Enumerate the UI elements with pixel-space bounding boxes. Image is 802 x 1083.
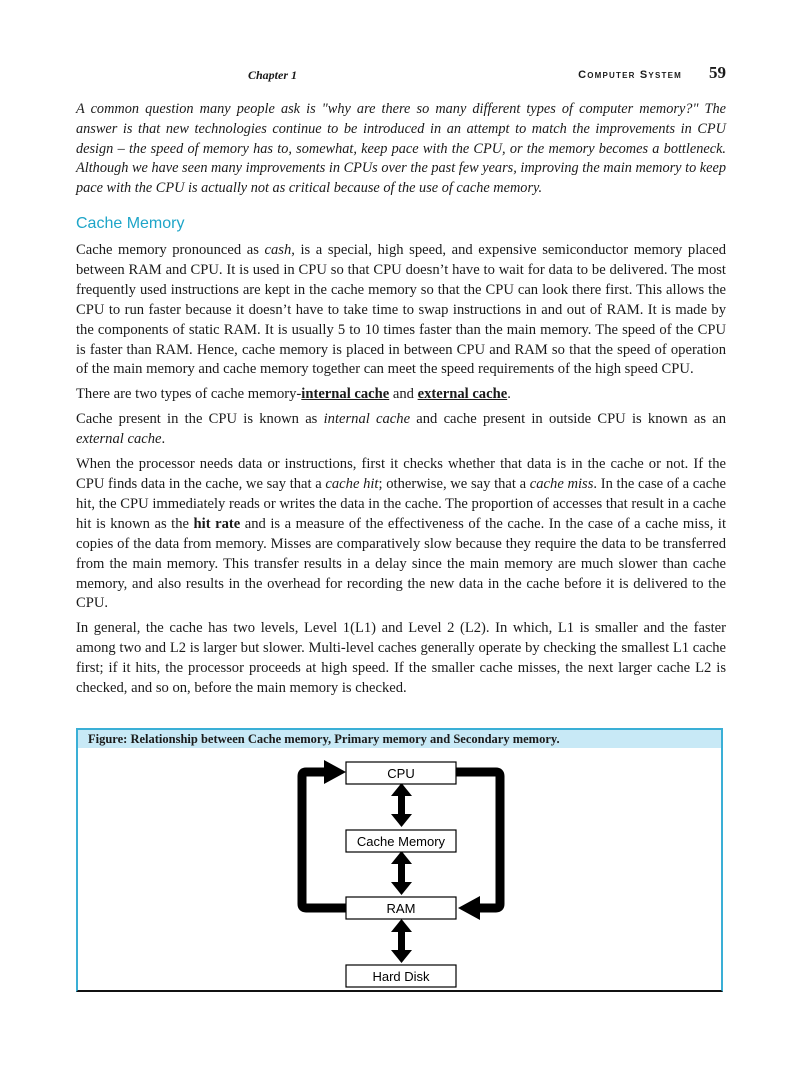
text: . [161, 431, 166, 448]
page-number: 59 [709, 63, 726, 82]
text: . In the case of a cache hit, the CPU immediately reads or writes the data in the cache. The proportion of accesses that result in a cache hit is known as the [76, 475, 726, 532]
double-arrow-icon [391, 851, 412, 895]
node-cache-memory-label: Cache Memory [356, 834, 446, 849]
text: Cache memory pronounced as [76, 242, 265, 258]
loop-line-left [302, 772, 346, 908]
double-arrow-icon [391, 919, 412, 963]
term-internal-cache-italic: internal cache [323, 411, 411, 428]
term-cash: cash [264, 242, 292, 258]
running-header [76, 64, 726, 88]
text: and cache present in outside CPU is known as an [410, 411, 727, 428]
section-heading: Cache Memory [76, 215, 185, 232]
memory-hierarchy-diagram [78, 730, 721, 992]
paragraph-internal-external [76, 410, 726, 450]
arrow-left-icon [458, 896, 480, 920]
arrow-right-icon [324, 760, 346, 784]
text: and [389, 386, 418, 403]
paragraph-levels: In general, the cache has two levels, Level 1(L1) and Level 2 (L2). In which, L1 is smaller and the faster among two and L2 is larger but slower. Multi-level caches generally operate by checking the smallest L1 cache first; if it hits, the processor proceeds at high speed. If the smaller cache misses, the next larger cache L2 is checked, and so on, before the main memory is checked. [76, 620, 726, 697]
node-cpu-label: CPU [387, 766, 415, 781]
chapter-label: Chapter 1 [248, 68, 298, 82]
text: , is a special, high speed, and expensive semiconductor memory placed between RAM and CPU. It is used in CPU so that CPU doesn’t have to wait for data to be delivered. The most frequently used instructions are kept in the cache memory so that the CPU can look there first. This allows the CPU to run faster because it doesn’t have to take time to swap instructions in and out of RAM. It is made by the components of static RAM. It is usually 5 to 10 times faster than the main memory. The speed of the CPU is faster than RAM. Hence, cache memory is placed in between CPU and RAM so that the speed of operation of the main memory and cache memory together can meet the speed requirements of the high speed CPU. [76, 242, 726, 378]
text: When the processor needs data or instructions, first it checks whether that data is in the cache or not. If the CPU finds data in the cache, we say that a [76, 456, 726, 492]
term-cache-hit: cache hit [325, 475, 379, 492]
text: ; otherwise, we say that a [378, 475, 530, 492]
text: and is a measure of the effectiveness of the cache. In the case of a cache miss, it copies of the data from memory. Misses are comparatively slow because they require the data to be transferred from the main memory. This transfer results in a delay since the main memory are much slower than cache memory, and also results in the overhead for recording the new data in the cache before it is delivered to the CPU. [76, 515, 726, 612]
running-title: Computer System [578, 69, 682, 81]
term-cache-miss: cache miss [529, 475, 594, 492]
term-hit-rate: hit rate [193, 515, 241, 532]
section-body [76, 241, 726, 704]
term-internal-cache: internal cache [301, 386, 390, 403]
text: There are two types of cache memory- [76, 386, 302, 403]
paragraph-hit-miss [76, 455, 726, 614]
term-external-cache-italic: external cache [76, 431, 162, 448]
paragraph-definition [76, 241, 726, 380]
term-external-cache: external cache [417, 386, 508, 403]
intro-paragraph: A common question many people ask is "why are there so many different types of computer memory?" The answer is that new technologies continue to be introduced in an attempt to match the improvements in CPU design – the speed of memory has to, somewhat, keep pace with the CPU, or the memory becomes a bottleneck. Although we have seen many improvements in CPUs over the past few years, improving the main memory to keep pace with the CPU is actually not as critical because of the use of cache memory. [76, 101, 726, 197]
figure-caption: Figure: Relationship between Cache memory, Primary memory and Secondary memory. [78, 730, 721, 748]
double-arrow-icon [391, 783, 412, 827]
figure-box [76, 728, 723, 992]
loop-line-right [456, 772, 500, 908]
text: Cache present in the CPU is known as [76, 411, 324, 428]
node-ram-label: RAM [386, 901, 416, 916]
node-hard-disk-label: Hard Disk [372, 969, 430, 984]
paragraph-types [76, 385, 726, 405]
text: . [507, 386, 511, 403]
